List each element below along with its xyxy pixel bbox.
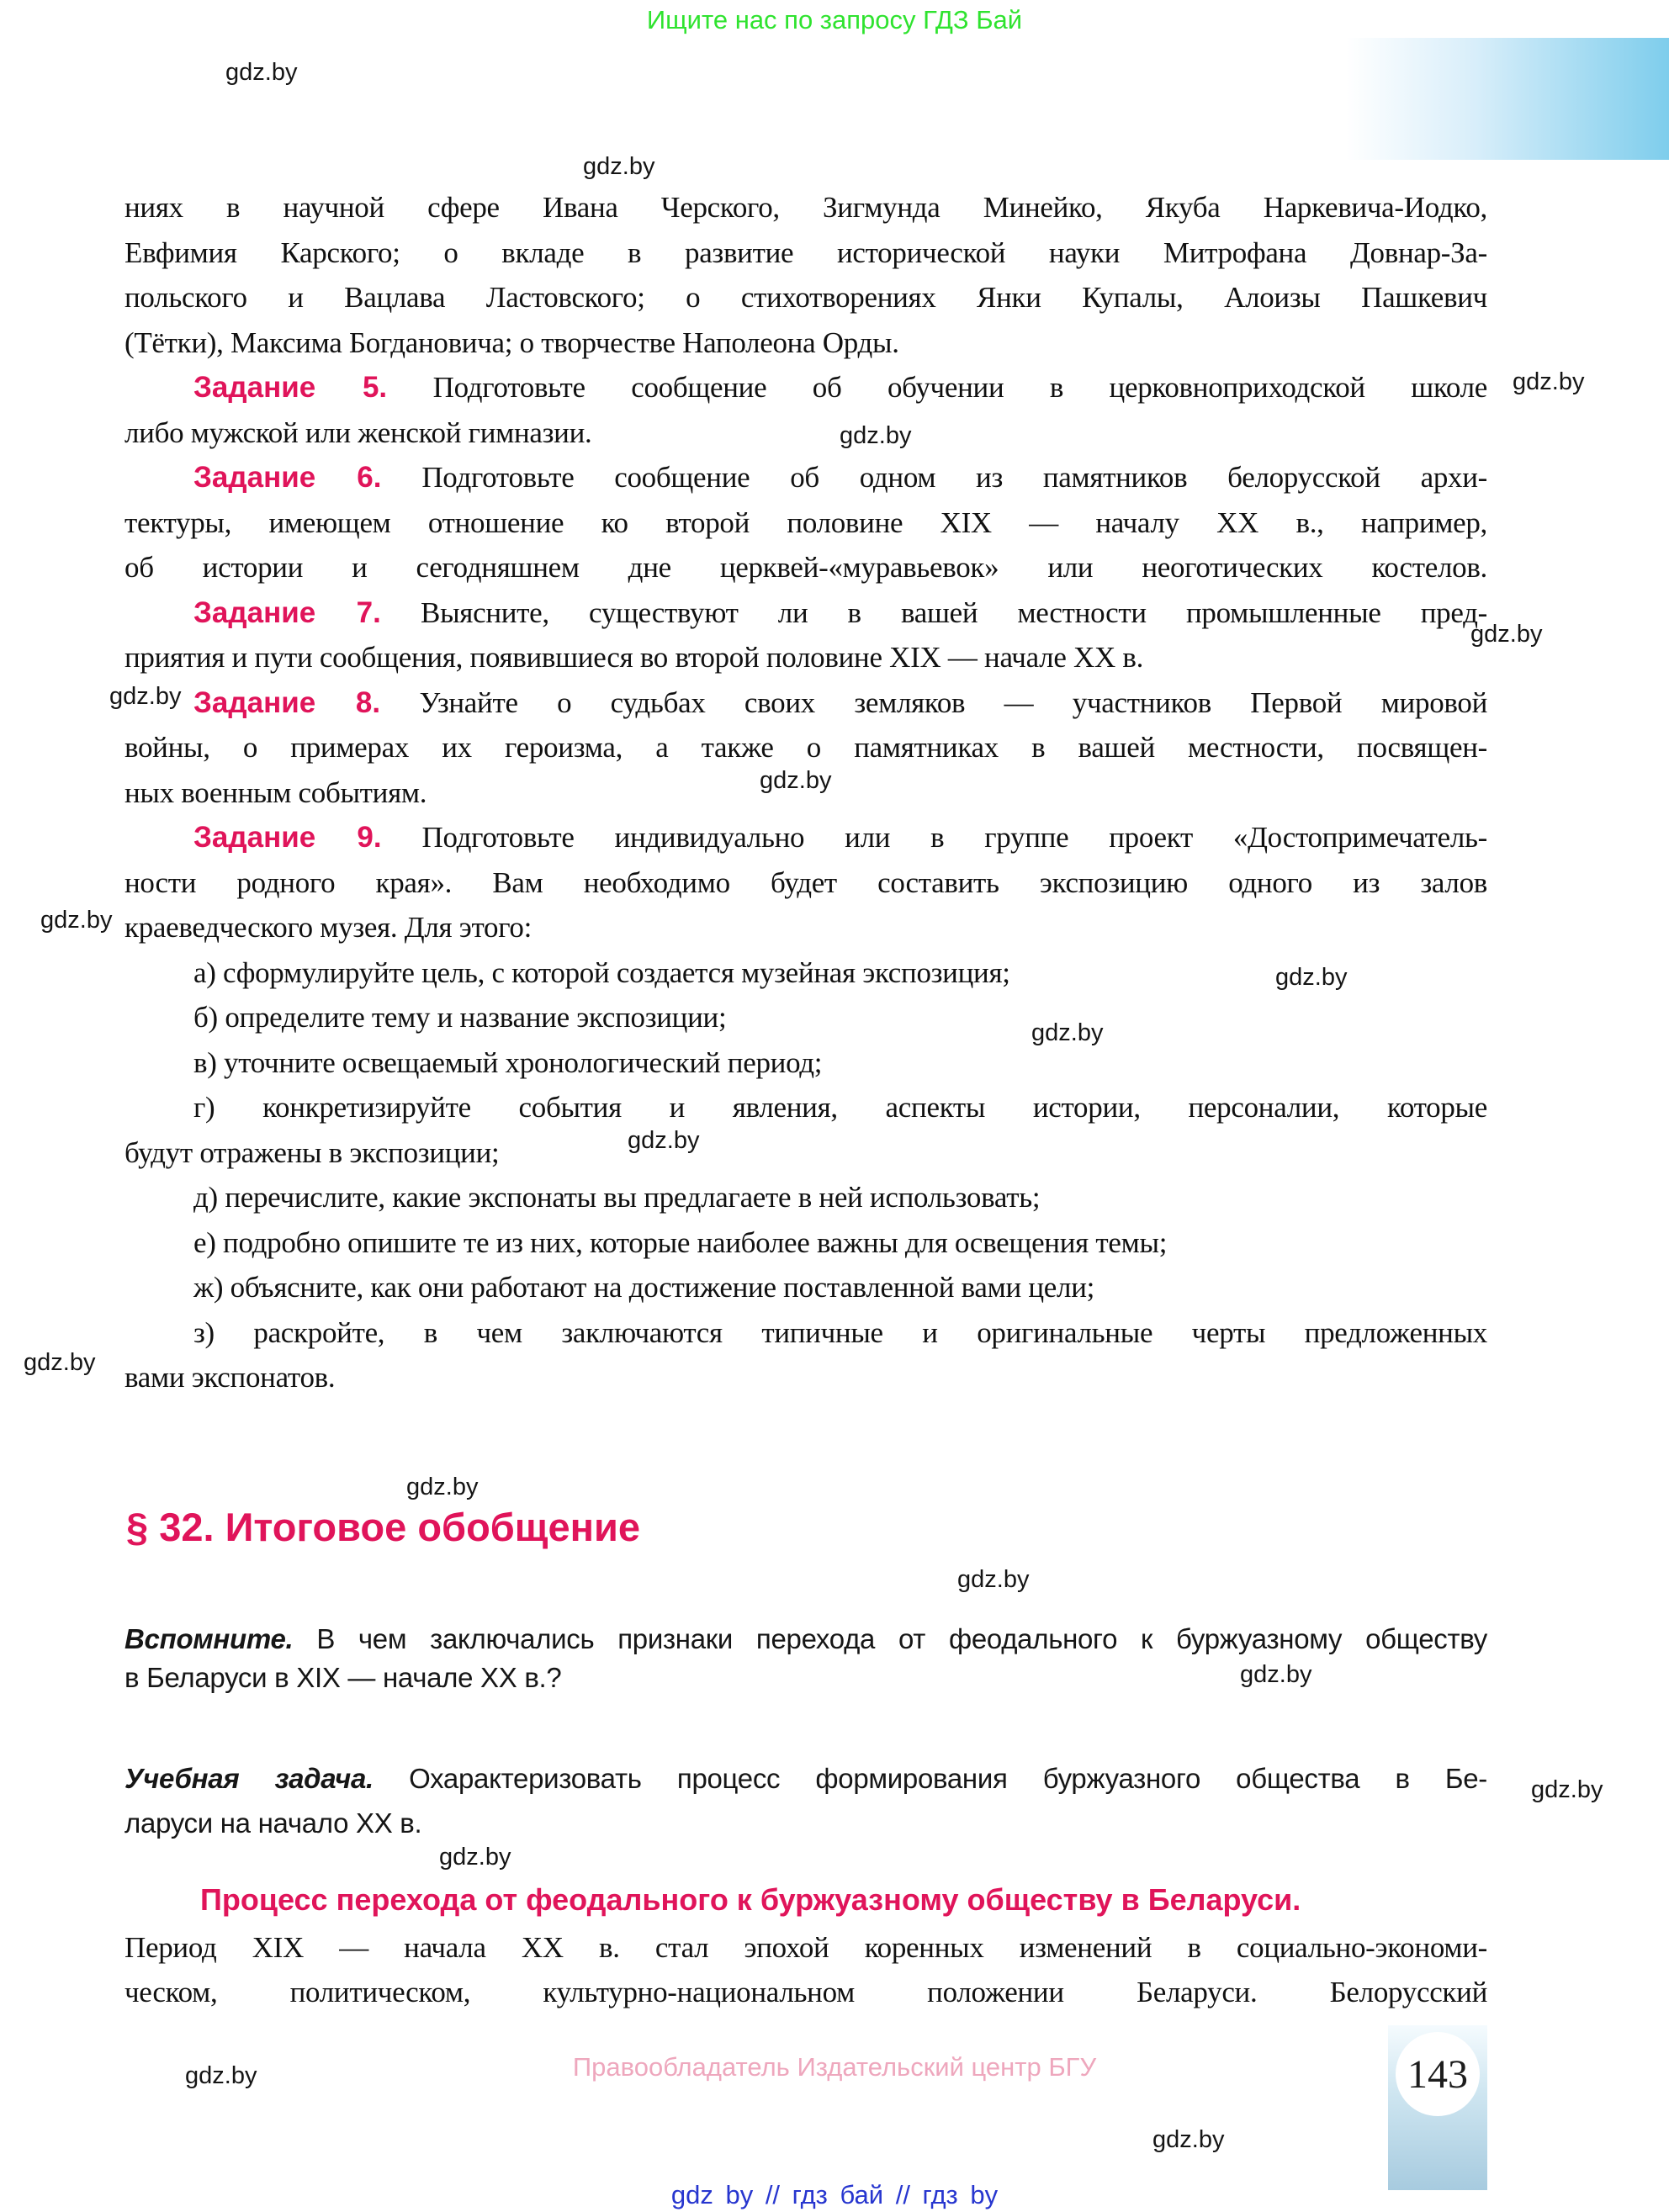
body-line: польского и Вацлава Ластовского; о стихотворениях Янки Купалы, Алоизы Пашкевич xyxy=(125,281,1487,314)
gdz-watermark: gdz.by xyxy=(406,1474,479,1500)
gdz-watermark: gdz.by xyxy=(185,2062,257,2089)
paragraph-text-line-2: ческом, политическом, культурно-национальном положении Беларуси. Белорусский xyxy=(125,1976,1487,2008)
body-line: ности родного края». Вам необходимо будет составить экспозицию одного из залов xyxy=(125,865,1487,899)
gdz-watermark: gdz.by xyxy=(1531,1776,1603,1803)
paragraph-heading: Процесс перехода от феодального к буржуазному обществу в Беларуси. xyxy=(200,1882,1301,1917)
body-line: б) определите тему и название экспозиции; xyxy=(193,1001,727,1034)
gdz-watermark: gdz.by xyxy=(1152,2126,1225,2153)
task-label: Задание 5. xyxy=(193,371,388,404)
paragraph-text-line-1: Период XIX — начала XX в. стал эпохой коренных изменений в социально-экономи- xyxy=(125,1931,1487,1964)
paragraph-text xyxy=(125,1925,1487,2014)
recall-line-2: в Беларуси в XIX — начале XX в.? xyxy=(125,1662,562,1693)
task-label: Задание 6. xyxy=(193,461,382,494)
body-line: з) раскройте, в чем заключаются типичные и оригинальные черты предложенных xyxy=(193,1315,1487,1349)
gdz-watermark: gdz.by xyxy=(583,153,655,180)
section-header: § 32. Итоговое обобщение xyxy=(126,1505,641,1549)
body-line: приятия и пути сообщения, появившиеся во второй половине XIX — начале XX в. xyxy=(125,641,1144,674)
gdz-watermark: gdz.by xyxy=(1240,1661,1312,1688)
bottom-links[interactable]: gdz by // гдз бай // гдз by xyxy=(670,2180,999,2209)
body-line: в) уточните освещаемый хронологический период; xyxy=(193,1045,823,1079)
copyright-text: Правообладатель Издательский центр БГУ xyxy=(572,2052,1097,2082)
body-line: а) сформулируйте цель, с которой создается музейная экспозиция; xyxy=(193,955,1010,989)
gdz-watermark: gdz.by xyxy=(40,907,113,934)
body-line: будут отражены в экспозиции; xyxy=(125,1135,500,1169)
gdz-watermark: gdz.by xyxy=(24,1349,96,1376)
gdz-watermark: gdz.by xyxy=(760,767,832,794)
body-line: ниях в научной сфере Ивана Черского, Зигмунда Минейко, Якуба Наркевича-Иодко, xyxy=(125,191,1487,224)
recall-label: Вспомните. xyxy=(125,1623,294,1654)
task-label: Задание 7. xyxy=(193,595,381,629)
learning-task-block xyxy=(125,1756,1487,1845)
gdz-watermark: gdz.by xyxy=(1470,621,1543,648)
body-line: ж) объясните, как они работают на достижение поставленной вами цели; xyxy=(193,1271,1095,1304)
recall-line-1 xyxy=(125,1620,1487,1659)
page-number-box xyxy=(1388,2025,1487,2190)
gdz-watermark: gdz.by xyxy=(109,683,182,710)
gdz-watermark: gdz.by xyxy=(439,1844,511,1871)
body-line: г) конкретизируйте события и явления, аспекты истории, персоналии, которые xyxy=(193,1091,1487,1124)
top-banner-text: Ищите нас по запросу ГДЗ Бай xyxy=(646,5,1023,34)
body-line: ных военным событиям. xyxy=(125,775,427,809)
body-line: краеведческого музея. Для этого: xyxy=(125,911,532,944)
gdz-watermark: gdz.by xyxy=(1513,368,1585,395)
body-line: Задание 8. Узнайте о судьбах своих земляков — участников Первой мировой xyxy=(193,685,1488,719)
body-line: вами экспонатов. xyxy=(125,1361,336,1394)
gdz-watermark: gdz.by xyxy=(225,59,298,86)
body-text xyxy=(125,185,1487,1400)
task-label: Задание 9. xyxy=(193,821,382,854)
learning-task-line-1 xyxy=(125,1756,1487,1801)
body-line: либо мужской или женской гимназии. xyxy=(125,415,592,449)
gdz-watermark: gdz.by xyxy=(628,1127,700,1154)
learning-task-line-2: ларуси на начало XX в. xyxy=(125,1807,422,1839)
learning-task-text-1: Охарактеризовать процесс формирования буржуазного общества в Бе- xyxy=(409,1763,1487,1794)
page-number: 143 xyxy=(1407,2051,1468,2097)
top-right-gradient-bar xyxy=(1346,38,1669,160)
body-line: Задание 5. Подготовьте сообщение об обучении в церковноприходской школе xyxy=(193,371,1488,404)
body-line: Задание 6. Подготовьте сообщение об одном из памятников белорусской архи- xyxy=(193,461,1488,494)
body-line: тектуры, имеющем отношение ко второй половине XIX — началу XX в., например, xyxy=(125,505,1487,539)
gdz-watermark: gdz.by xyxy=(957,1566,1030,1593)
body-line: (Тётки), Максима Богдановича; о творчестве Наполеона Орды. xyxy=(125,325,899,359)
body-line: Задание 7. Выясните, существуют ли в вашей местности промышленные пред- xyxy=(193,595,1488,629)
page-number-circle xyxy=(1396,2032,1480,2116)
body-line: войны, о примерах их героизма, а также о памятниках в вашей местности, посвящен- xyxy=(125,731,1487,764)
task-label: Задание 8. xyxy=(193,685,381,719)
gdz-watermark: gdz.by xyxy=(1275,964,1348,991)
body-line: Евфимия Карского; о вкладе в развитие исторической науки Митрофана Довнар-За- xyxy=(125,235,1487,269)
gdz-watermark: gdz.by xyxy=(840,422,912,449)
body-line: д) перечислите, какие экспонаты вы предлагаете в ней использовать; xyxy=(193,1181,1041,1214)
recall-text-1: В чем заключались признаки перехода от феодального к буржуазному обществу xyxy=(316,1623,1487,1654)
body-line: е) подробно опишите те из них, которые наиболее важны для освещения темы; xyxy=(193,1225,1168,1259)
recall-block xyxy=(125,1620,1487,1697)
gdz-watermark: gdz.by xyxy=(1031,1019,1104,1046)
body-line: об истории и сегодняшнем дне церквей-«муравьевок» или неоготических костелов. xyxy=(125,551,1487,584)
body-line: Задание 9. Подготовьте индивидуально или в группе проект «Достопримечатель- xyxy=(193,821,1488,854)
learning-task-label: Учебная задача. xyxy=(125,1763,374,1794)
